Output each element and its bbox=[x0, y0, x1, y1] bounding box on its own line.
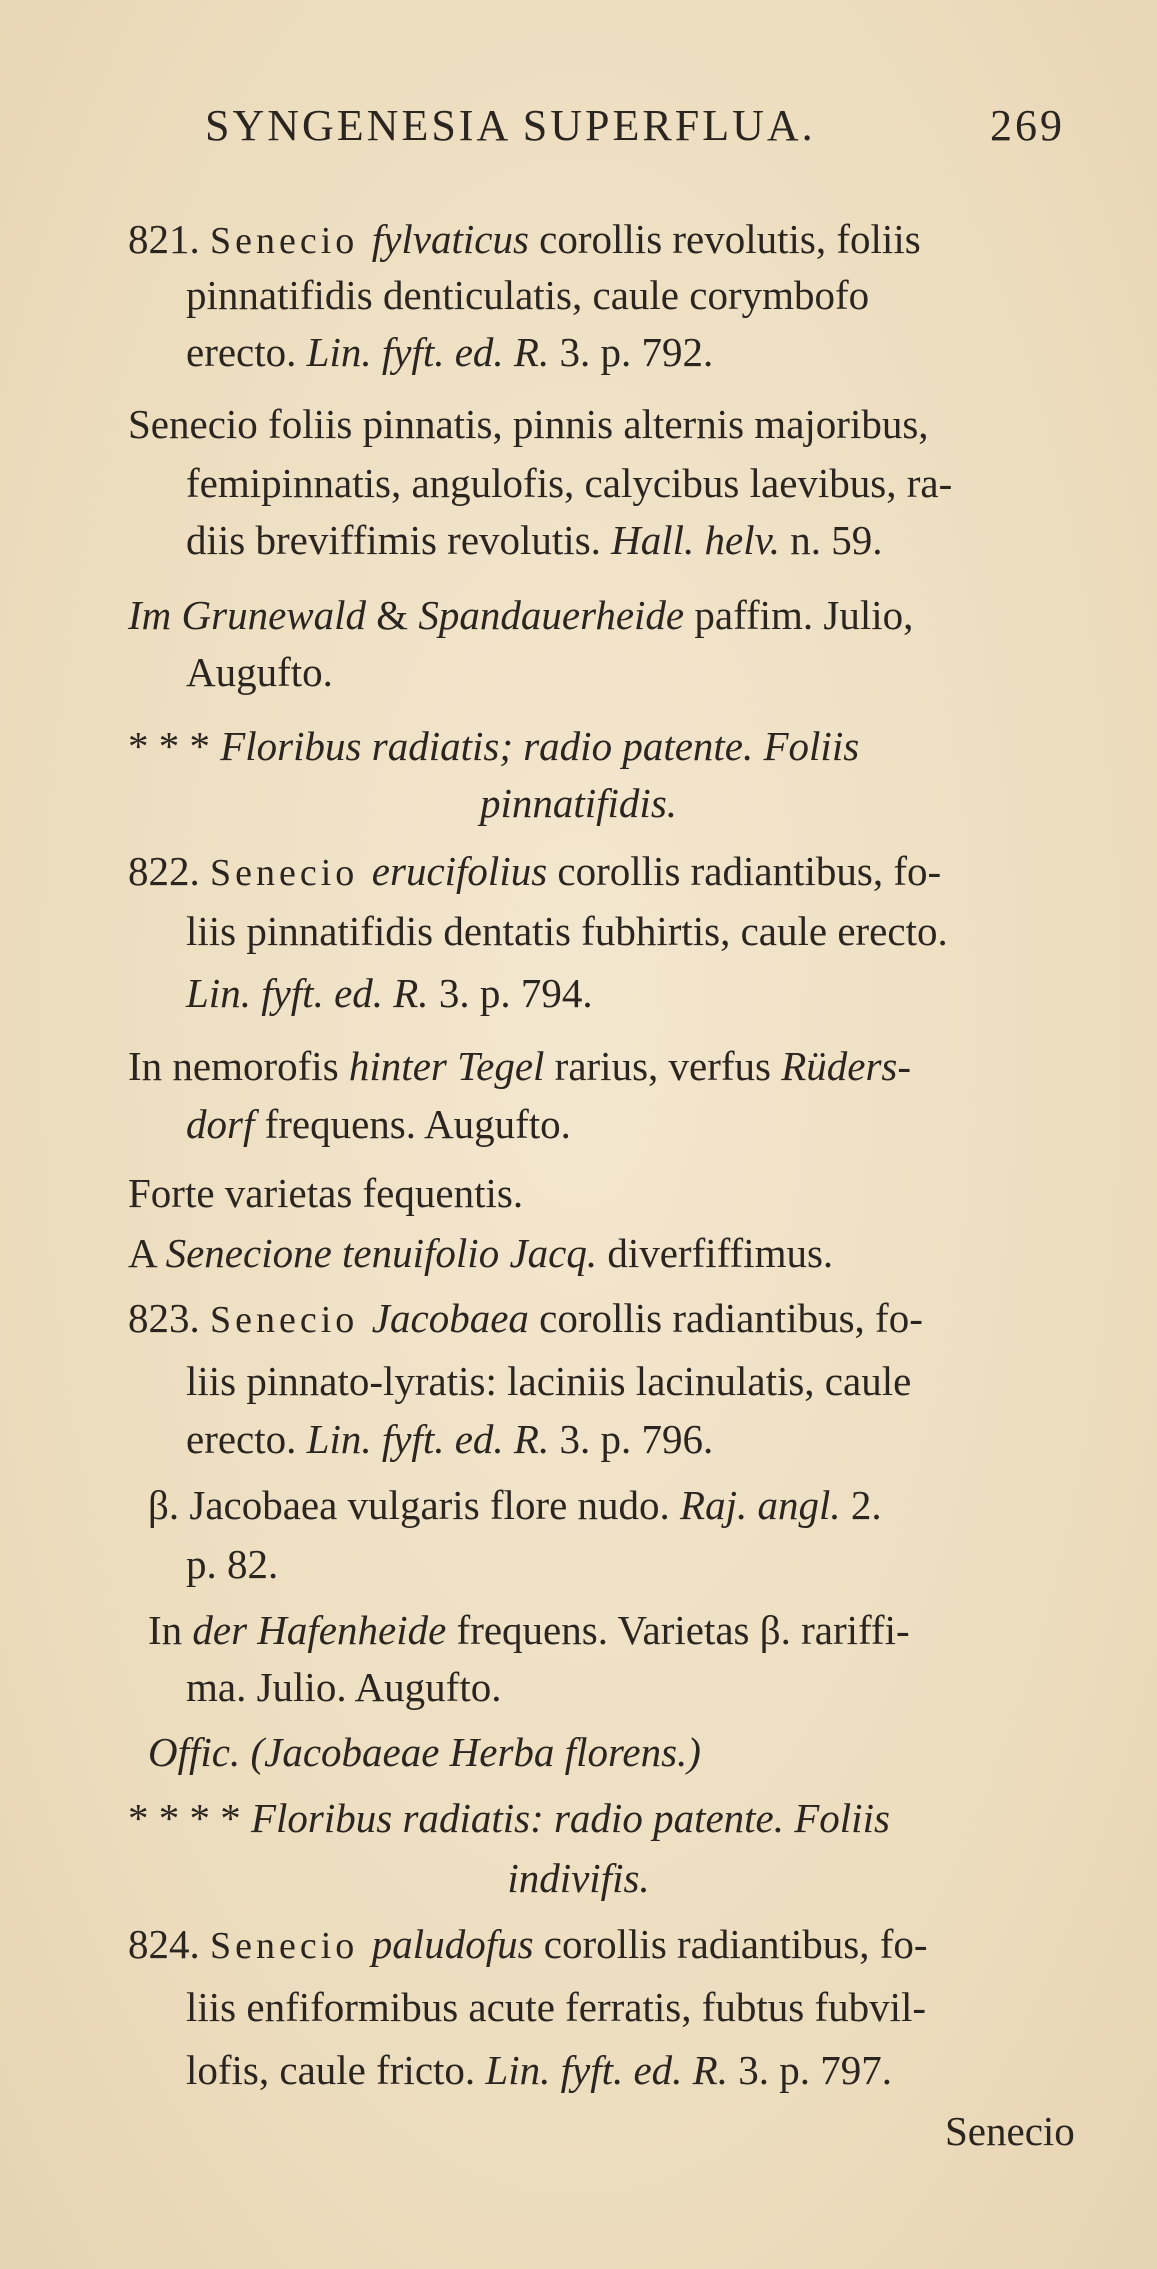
text-line bbox=[128, 720, 859, 772]
genus-name: Senecio bbox=[210, 1299, 372, 1341]
text: * * * * bbox=[128, 1795, 251, 1841]
text-line bbox=[186, 646, 333, 698]
italic-text: dorf bbox=[186, 1101, 255, 1147]
text: n. 59. bbox=[780, 517, 883, 563]
text: A bbox=[128, 1230, 166, 1276]
text: In bbox=[148, 1607, 193, 1653]
text: diis breviffimis revolutis. bbox=[186, 517, 612, 563]
text: liis enfiformibus acute ferratis, fubtus fubvil- bbox=[186, 1984, 927, 2030]
italic-text: fylvaticus bbox=[371, 216, 529, 262]
text: liis pinnato-lyratis: laciniis lacinulatis, caule bbox=[186, 1358, 912, 1404]
italic-text: indivifis. bbox=[507, 1855, 650, 1901]
page-number: 269 bbox=[990, 101, 1065, 150]
genus-name: Senecio bbox=[210, 220, 372, 262]
text: 2. bbox=[840, 1482, 882, 1528]
text: 822. bbox=[128, 848, 210, 894]
text-line bbox=[186, 1098, 571, 1150]
text: & bbox=[366, 592, 419, 638]
text: diverfiffimus. bbox=[597, 1230, 834, 1276]
text-line bbox=[186, 1413, 713, 1465]
text: Senecio foliis pinnatis, pinnis alternis majoribus, bbox=[128, 401, 929, 447]
text-line bbox=[128, 845, 941, 899]
text-line bbox=[0, 1852, 1157, 1904]
text-line bbox=[128, 1918, 928, 1972]
italic-text: Rüders- bbox=[781, 1043, 912, 1089]
italic-text: der Hafenheide bbox=[192, 1607, 447, 1653]
text: Forte varietas fequentis. bbox=[128, 1170, 524, 1216]
text-line bbox=[148, 1726, 701, 1778]
text-line bbox=[186, 269, 869, 321]
text: corollis radiantibus, fo- bbox=[547, 848, 942, 894]
text-line bbox=[186, 457, 952, 509]
text-line bbox=[186, 1981, 926, 2033]
text: liis pinnatifidis dentatis fubhirtis, caule erecto. bbox=[186, 908, 948, 954]
text-line bbox=[128, 398, 929, 450]
text-line bbox=[148, 1479, 882, 1531]
italic-text: erucifolius bbox=[371, 848, 548, 894]
text: erecto. bbox=[186, 329, 307, 375]
italic-text: Floribus radiatis; radio patente. Foliis bbox=[220, 723, 860, 769]
text: corollis radiantibus, fo- bbox=[528, 1295, 923, 1341]
italic-text: Senecione tenuifolio Jacq. bbox=[165, 1230, 598, 1276]
italic-text: pinnatifidis. bbox=[479, 780, 678, 826]
text: rarius, verfus bbox=[544, 1043, 782, 1089]
text: 823. bbox=[128, 1295, 210, 1341]
text: corollis radiantibus, fo- bbox=[533, 1921, 928, 1967]
text: corollis revolutis, foliis bbox=[528, 216, 921, 262]
running-head: SYNGENESIA SUPERFLUA. bbox=[205, 101, 816, 150]
text-line bbox=[128, 1292, 923, 1346]
text: frequens. Varietas β. rariffi- bbox=[446, 1607, 910, 1653]
text-line bbox=[128, 1040, 911, 1092]
italic-text: Raj. angl. bbox=[680, 1482, 841, 1528]
text-line bbox=[128, 1792, 890, 1844]
text: 3. p. 796. bbox=[549, 1416, 714, 1462]
genus-name: Senecio bbox=[210, 852, 372, 894]
text: Augufto. bbox=[186, 649, 333, 695]
text: 821. bbox=[128, 216, 210, 262]
italic-text: Lin. fyft. ed. R. bbox=[306, 1416, 550, 1462]
italic-text: paludofus bbox=[371, 1921, 534, 1967]
text: frequens. Augufto. bbox=[254, 1101, 571, 1147]
italic-text: Lin. fyft. ed. R. bbox=[186, 970, 429, 1016]
text: β. Jacobaea vulgaris flore nudo. bbox=[148, 1482, 681, 1528]
text: 3. p. 794. bbox=[428, 970, 593, 1016]
text-line bbox=[186, 1355, 911, 1407]
text: paffim. Julio, bbox=[684, 592, 914, 638]
text-line bbox=[128, 1167, 523, 1219]
text-line bbox=[128, 213, 921, 267]
text-line bbox=[186, 1538, 278, 1590]
catchword bbox=[945, 2105, 1075, 2157]
italic-text: Floribus radiatis: radio patente. Foliis bbox=[251, 1795, 890, 1841]
text: pinnatifidis denticulatis, caule corymbofo bbox=[186, 272, 870, 318]
text-line bbox=[128, 589, 913, 641]
text-line bbox=[186, 2044, 892, 2096]
text-line bbox=[0, 777, 1157, 829]
text-line bbox=[186, 967, 593, 1019]
text-line bbox=[128, 1227, 833, 1279]
text: lofis, caule fricto. bbox=[186, 2047, 486, 2093]
italic-text: Hall. helv. bbox=[611, 517, 781, 563]
italic-text: Lin. fyft. ed. R. bbox=[485, 2047, 728, 2093]
italic-text: Offic. (Jacobaeae Herba florens.) bbox=[148, 1729, 701, 1775]
text: 824. bbox=[128, 1921, 210, 1967]
text-line bbox=[186, 326, 713, 378]
text-line bbox=[186, 1661, 501, 1713]
text: ma. Julio. Augufto. bbox=[186, 1664, 502, 1710]
text: p. 82. bbox=[186, 1541, 279, 1587]
italic-text: hinter Tegel bbox=[348, 1043, 545, 1089]
text-line bbox=[148, 1604, 910, 1656]
text: In nemorofis bbox=[128, 1043, 349, 1089]
italic-text: Im Grunewald bbox=[128, 592, 367, 638]
italic-text: Lin. fyft. ed. R. bbox=[306, 329, 550, 375]
text: 3. p. 797. bbox=[727, 2047, 892, 2093]
text: erecto. bbox=[186, 1416, 307, 1462]
text: * * * bbox=[128, 723, 221, 769]
text: femipinnatis, angulofis, calycibus laevibus, ra- bbox=[186, 460, 953, 506]
italic-text: Spandauerheide bbox=[418, 592, 685, 638]
genus-name: Senecio bbox=[210, 1925, 372, 1967]
text: 3. p. 792. bbox=[549, 329, 714, 375]
text-line bbox=[186, 905, 948, 957]
text: Senecio bbox=[945, 2108, 1075, 2154]
text-line bbox=[186, 514, 883, 566]
italic-text: Jacobaea bbox=[371, 1295, 529, 1341]
